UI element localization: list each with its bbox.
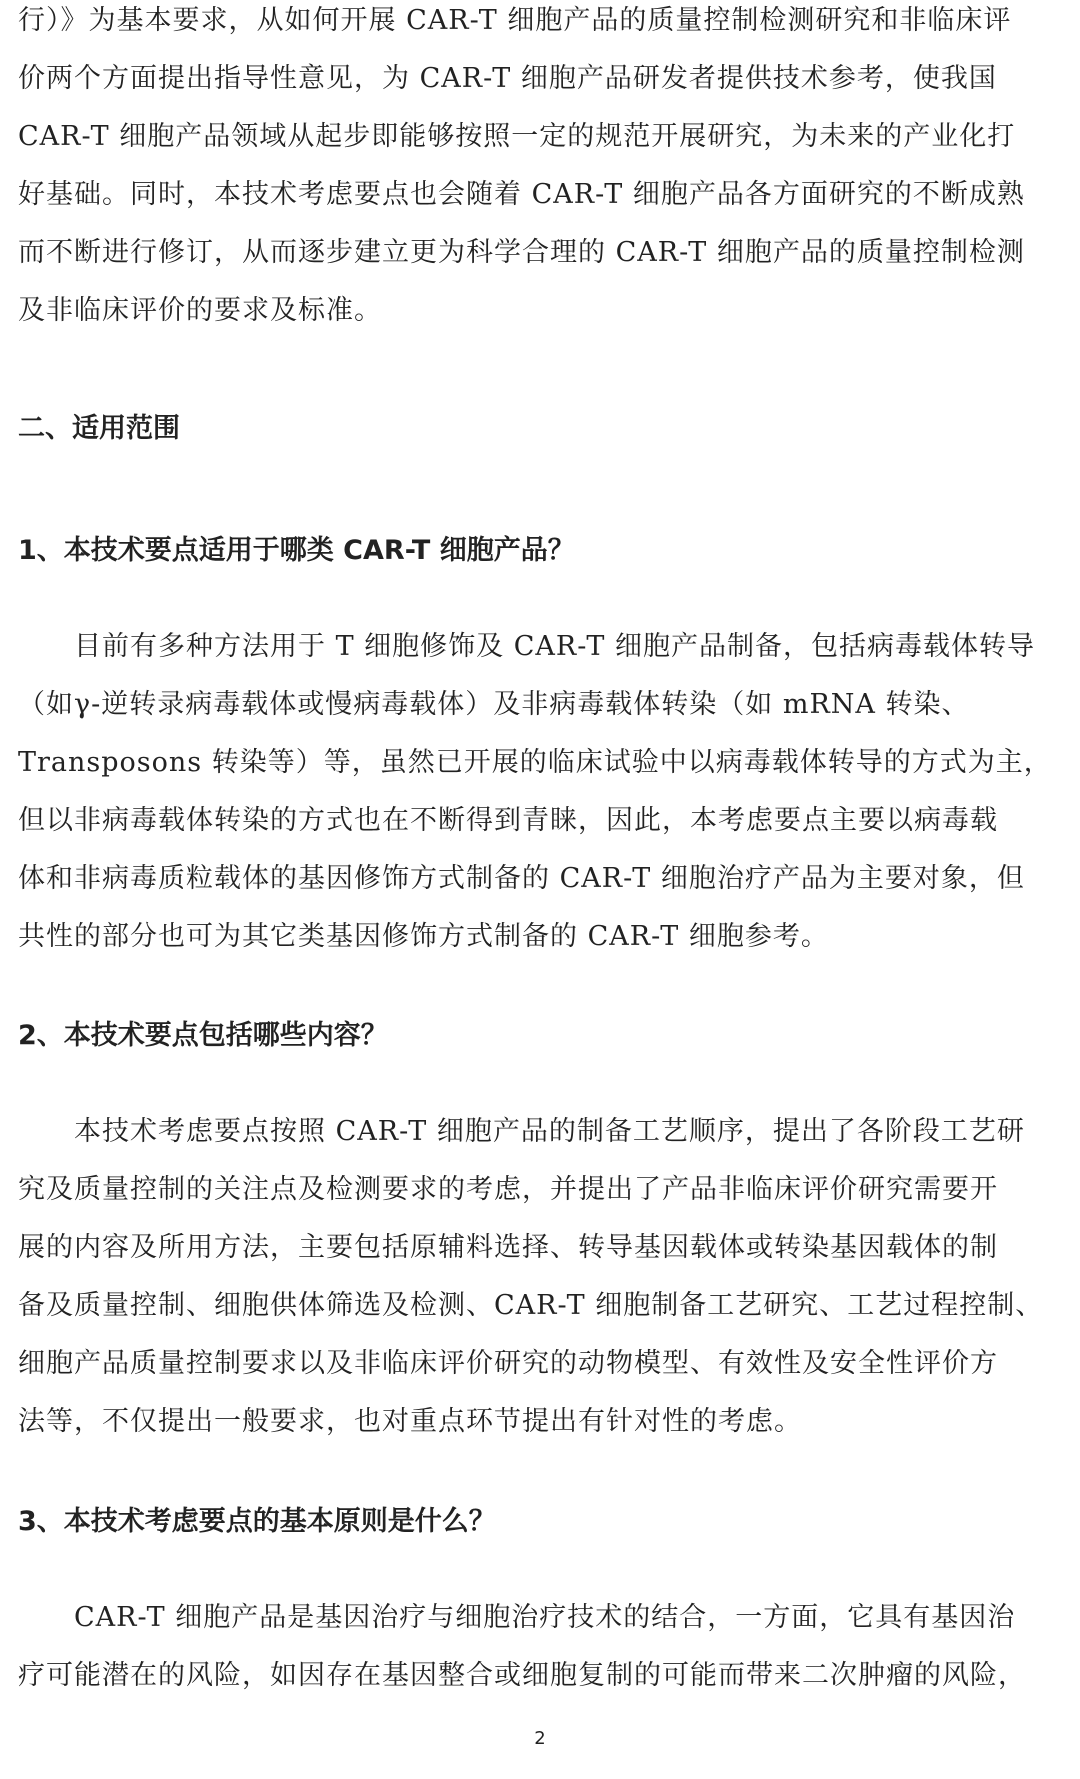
question-2-paragraph bbox=[18, 1103, 1043, 1451]
q3-line-2: 疗可能潜在的风险，如因存在基因整合或细胞复制的可能而带来二次肿瘤的风险， bbox=[18, 1660, 1026, 1691]
q1-line-3: Transposons 转染等）等，虽然已开展的临床试验中以病毒载体转导的方式为主， bbox=[18, 747, 1052, 778]
q3-line-1: CAR-T 细胞产品是基因治疗与细胞治疗技术的结合，一方面，它具有基因治 bbox=[74, 1602, 1016, 1633]
q1-line-4: 但以非病毒载体转染的方式也在不断得到青睐，因此，本考虑要点主要以病毒载 bbox=[18, 805, 998, 836]
question-2-heading: 2、本技术要点包括哪些内容？ bbox=[18, 1020, 388, 1051]
section-heading-scope: 二、适用范围 bbox=[18, 413, 180, 444]
intro-line-6: 及非临床评价的要求及标准。 bbox=[18, 295, 382, 326]
q2-line-5: 细胞产品质量控制要求以及非临床评价研究的动物模型、有效性及安全性评价方 bbox=[18, 1348, 998, 1379]
q2-line-6: 法等，不仅提出一般要求，也对重点环节提出有针对性的考虑。 bbox=[18, 1406, 802, 1437]
q2-line-2: 究及质量控制的关注点及检测要求的考虑，并提出了产品非临床评价研究需要开 bbox=[18, 1174, 998, 1205]
q2-line-1: 本技术考虑要点按照 CAR-T 细胞产品的制备工艺顺序，提出了各阶段工艺研 bbox=[74, 1116, 1025, 1147]
intro-line-3: CAR-T 细胞产品领域从起步即能够按照一定的规范开展研究，为未来的产业化打 bbox=[18, 121, 1016, 152]
question-1-heading: 1、本技术要点适用于哪类 CAR-T 细胞产品？ bbox=[18, 535, 575, 566]
page-number: 2 bbox=[534, 1728, 546, 1749]
q1-line-2: （如γ-逆转录病毒载体或慢病毒载体）及非病毒载体转染（如 mRNA 转染、 bbox=[18, 689, 970, 720]
question-3-paragraph bbox=[18, 1589, 1026, 1705]
q1-line-5: 体和非病毒质粒载体的基因修饰方式制备的 CAR-T 细胞治疗产品为主要对象，但 bbox=[18, 863, 1025, 894]
question-1-paragraph bbox=[18, 618, 1052, 966]
intro-line-1: 行）》为基本要求，从如何开展 CAR-T 细胞产品的质量控制检测研究和非临床评 bbox=[18, 5, 1012, 36]
q2-line-4: 备及质量控制、细胞供体筛选及检测、CAR-T 细胞制备工艺研究、工艺过程控制、 bbox=[18, 1290, 1044, 1321]
q1-line-6: 共性的部分也可为其它类基因修饰方式制备的 CAR-T 细胞参考。 bbox=[18, 921, 829, 952]
intro-line-4: 好基础。同时，本技术考虑要点也会随着 CAR-T 细胞产品各方面研究的不断成熟 bbox=[18, 179, 1025, 210]
q1-line-1: 目前有多种方法用于 T 细胞修饰及 CAR-T 细胞产品制备，包括病毒载体转导 bbox=[74, 631, 1035, 662]
q2-line-3: 展的内容及所用方法，主要包括原辅料选择、转导基因载体或转染基因载体的制 bbox=[18, 1232, 998, 1263]
question-3-heading: 3、本技术考虑要点的基本原则是什么？ bbox=[18, 1506, 496, 1537]
intro-line-5: 而不断进行修订，从而逐步建立更为科学合理的 CAR-T 细胞产品的质量控制检测 bbox=[18, 237, 1025, 268]
intro-paragraph bbox=[18, 0, 1025, 340]
intro-line-2: 价两个方面提出指导性意见，为 CAR-T 细胞产品研发者提供技术参考，使我国 bbox=[18, 63, 997, 94]
